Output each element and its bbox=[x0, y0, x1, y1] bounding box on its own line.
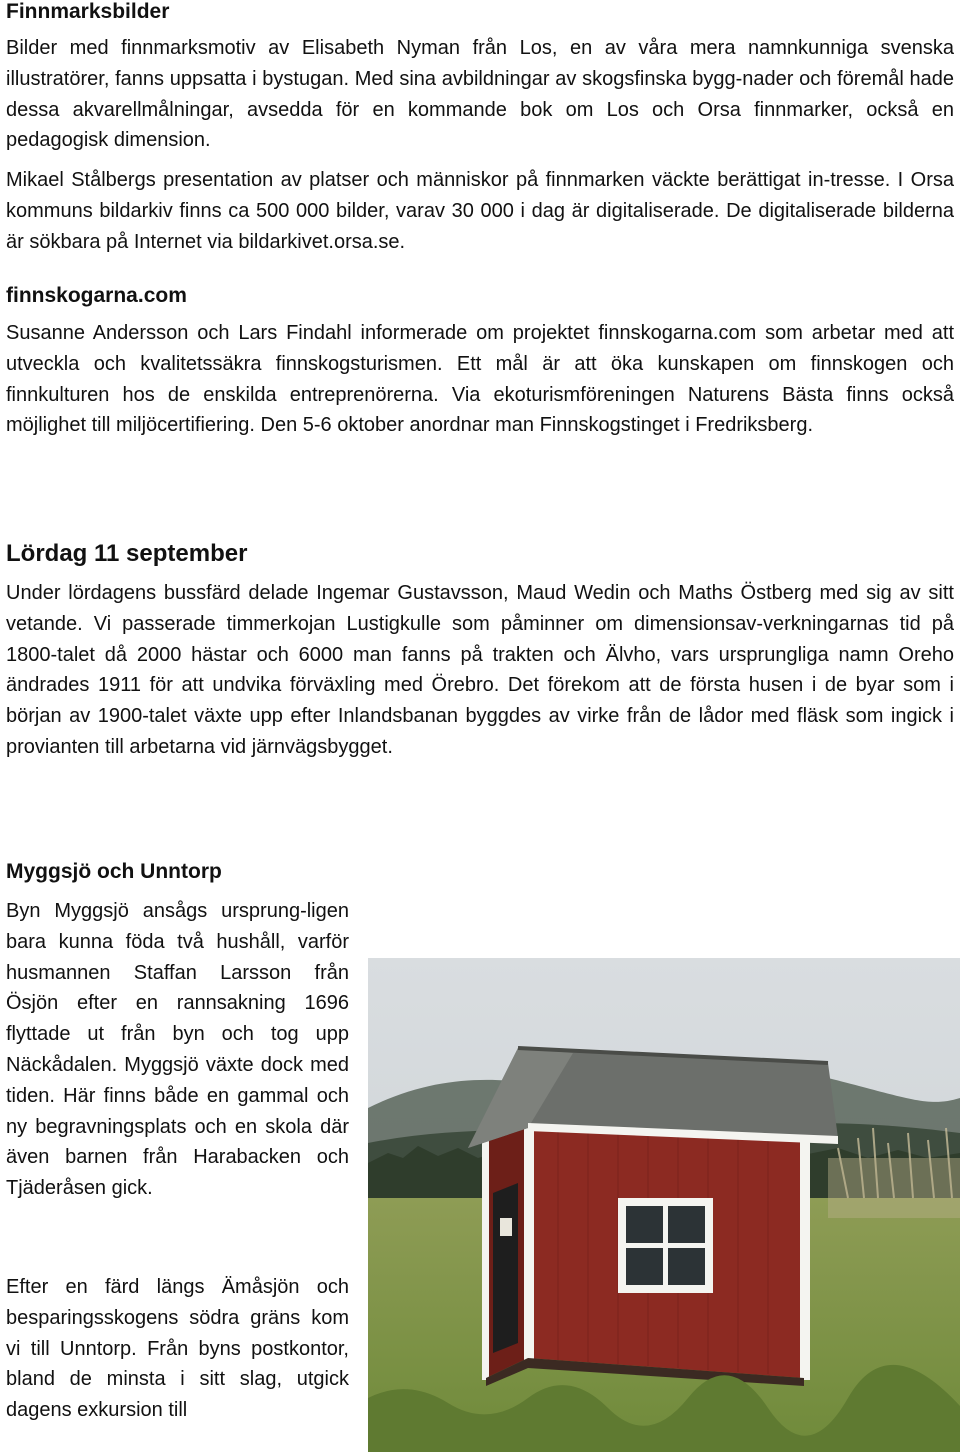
photo-red-hut bbox=[368, 958, 960, 1452]
heading-myggsjo: Myggsjö och Unntorp bbox=[6, 860, 222, 883]
paragraph-finnskogarna: Susanne Andersson och Lars Findahl informerade om projektet finnskogarna.com som arbetar med att utveckla och kvalitetssäkra finnskogsturismen. Ett mål är att öka kunskapen om finnskogen och finnkulturen hos de enskilda entreprenörerna. Via ekoturismföreningen Naturens Bästa finns också möjlighet till miljöcertifiering. Den 5-6 oktober anordnar man Finnskogstinget i Fredriksberg. bbox=[6, 322, 954, 437]
paragraph-lordag: Under lördagens bussfärd delade Ingemar Gustavsson, Maud Wedin och Maths Östberg med sig av sitt vetande. Vi passerade timmerkojan Lustigkulle som påminner om dimensionsav-verkningarnas tid på 1800-talet då 2000 hästar och 6000 man fanns på trakten och Älvho, vars ursprungliga namn Oreho ändrades 1911 för att undvika förväxling med Örebro. Det förekom att de första husen i de byar som i början av 1900-talet växte upp efter Inlandsbanan byggdes av virke från de lådor med fläsk som ingick i provianten till arbetarna vid järnvägsbygget. bbox=[6, 582, 954, 758]
heading-finnskogarna: finnskogarna.com bbox=[6, 284, 187, 307]
paragraph-finnmarksbilder-2: Mikael Stålbergs presentation av platser och människor på finnmarken väckte berättigat in-tresse. I Orsa kommuns bildarkiv finns ca 500 000 bilder, varav 30 000 i dag är digitaliserade. De digitaliserade bilderna är sökbara på Internet via bildarkivet.orsa.se. bbox=[6, 169, 954, 253]
paragraph-myggsjo-2: Efter en färd längs Ämåsjön och besparingsskogens södra gräns kom vi till Unntorp. Från byns postkontor, bland de minsta i sitt slag, utgick dagens exkursion till bbox=[6, 1276, 349, 1422]
heading-finnmarksbilder: Finnmarksbilder bbox=[6, 0, 170, 23]
paragraph-myggsjo-1: Byn Myggsjö ansågs ursprung-ligen bara kunna föda två hushåll, varför husmannen Staffan Larsson från Ösjön efter en rannsakning 1696 flyttade ut från byn och tog upp Näckådalen. Myggsjö växte dock med tiden. Här finns både en gammal och ny begravningsplats och en skola där även barnen från Harabacken och Tjäderåsen gick. bbox=[6, 900, 349, 1200]
heading-lordag: Lördag 11 september bbox=[6, 540, 248, 567]
paragraph-finnmarksbilder-1: Bilder med finnmarksmotiv av Elisabeth Nyman från Los, en av våra mera namnkunniga svenska illustratörer, fanns uppsatta i bystugan. Med sina avbildningar av skogsfinska bygg-nader och föremål hade dessa akvarellmålningar, avsedda för en kommande bok om Los och Orsa finnmarker, också en pedagogisk dimension. bbox=[6, 37, 954, 152]
